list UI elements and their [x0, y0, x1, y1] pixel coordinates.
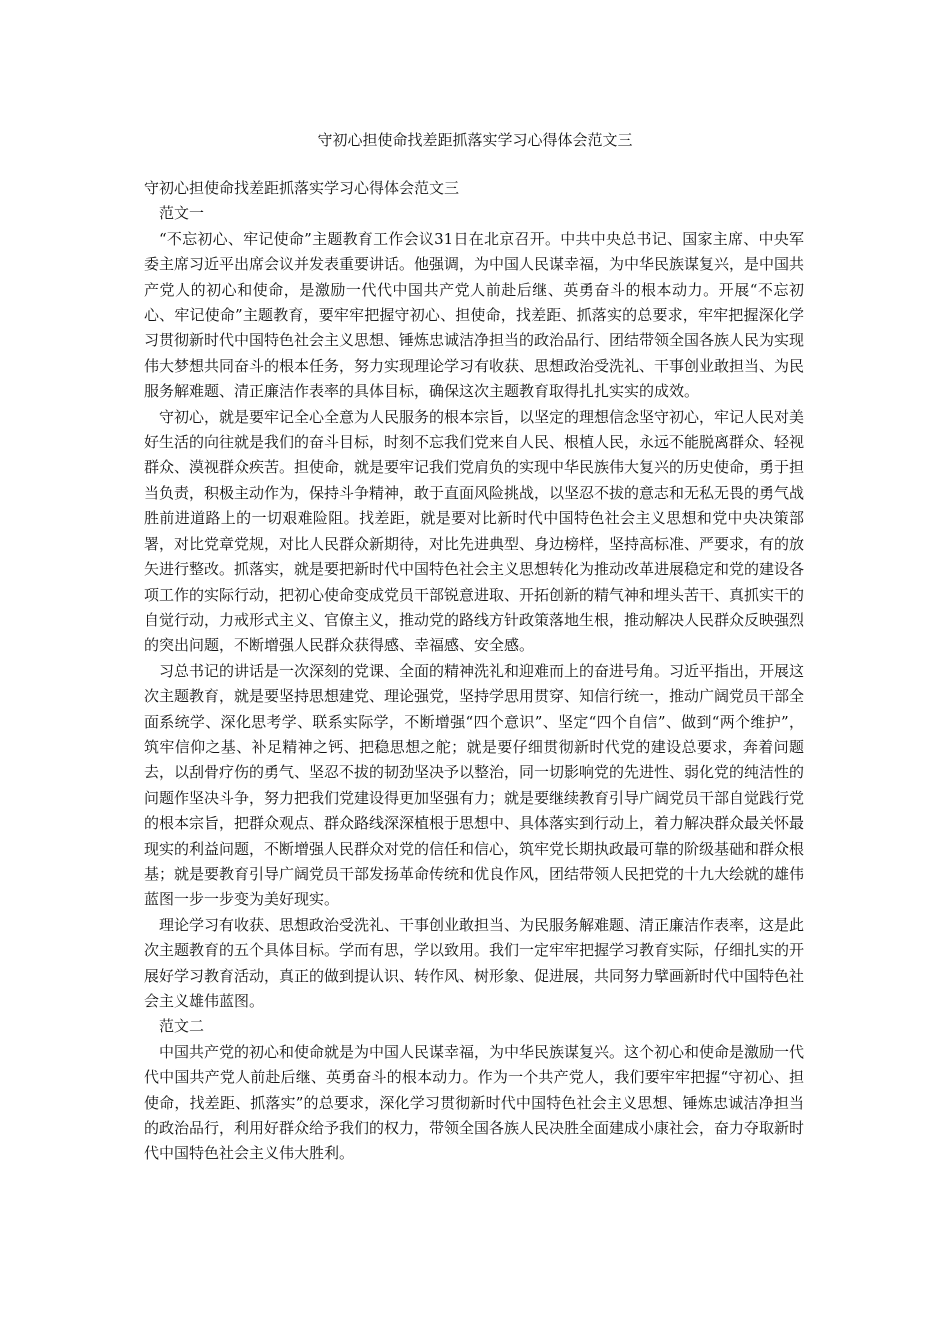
paragraph: 中国共产党的初心和使命就是为中国人民谋幸福，为中华民族谋复兴。这个初心和使命是激励一代代中国共产党人前赴后继、英勇奋斗的根本动力。作为一个共产党人，我们要牢牢把握“守初心、担使命，找差距、抓落实”的总要求，深化学习贯彻新时代中国特色社会主义思想、锤炼忠诚洁净担当的政治品行，利用好群众给予我们的权力，带领全国各族人民决胜全面建成小康社会，奋力夺取新时代中国特色社会主义伟大胜利。	[144, 1042, 805, 1163]
document-body	[144, 176, 804, 1167]
paragraph: 习总书记的讲话是一次深刻的党课、全面的精神洗礼和迎难而上的奋进号角。习近平指出，开展这次主题教育，就是要坚持思想建党、理论强党，坚持学思用贯穿、知信行统一，推动广阔党员干部全面系统学、深化思考学、联系实际学，不断增强“四个意识”、坚定“四个自信”、做到“两个维护”，筑牢信仰之基、补足精神之钙、把稳思想之舵；就是要仔细贯彻新时代党的建设总要求，奔着问题去，以刮骨疗伤的勇气、坚忍不拔的韧劲坚决予以整治，同一切影响党的先进性、弱化党的纯洁性的问题作坚决斗争，努力把我们党建设得更加坚强有力；就是要继续教育引导广阔党员干部自觉践行党的根本宗旨，把群众观点、群众路线深深植根于思想中、具体落实到行动上，着力解决群众最关怀最现实的利益问题，不断增强人民群众对党的信任和信心，筑牢党长期执政最可靠的阶级基础和群众根基；就是要教育引导广阔党员干部发扬革命传统和优良作风，团结带领人民把党的十九大绘就的雄伟蓝图一步一步变为美好现实。	[144, 661, 805, 909]
paragraph: 理论学习有收获、思想政治受洗礼、干事创业敢担当、为民服务解难题、清正廉洁作表率，这是此次主题教育的五个具体目标。学而有思，学以致用。我们一定牢牢把握学习教育实际，仔细扎实的开展好学习教育活动，真正的做到提认识、转作风、树形象、促进展，共同努力擘画新时代中国特色社会主义雄伟蓝图。	[144, 915, 805, 1010]
section-heading-1: 范文一	[159, 204, 205, 223]
document-subtitle: 守初心担使命找差距抓落实学习心得体会范文三	[144, 179, 460, 197]
section-heading-2: 范文二	[159, 1017, 205, 1036]
paragraph: 守初心，就是要牢记全心全意为人民服务的根本宗旨，以坚定的理想信念坚守初心，牢记人民对美好生活的向往就是我们的奋斗目标，时刻不忘我们党来自人民、根植人民，永远不能脱离群众、轻视群众、漠视群众疾苦。担使命，就是要牢记我们党肩负的实现中华民族伟大复兴的历史使命，勇于担当负责，积极主动作为，保持斗争精神，敢于直面风险挑战，以坚忍不拔的意志和无私无畏的勇气战胜前进道路上的一切艰难险阻。找差距，就是要对比新时代中国特色社会主义思想和党中央决策部署，对比党章党规，对比人民群众新期待，对比先进典型、身边榜样，坚持高标准、严要求，有的放矢进行整改。抓落实，就是要把新时代中国特色社会主义思想转化为推动改革进展稳定和党的建设各项工作的实际行动，把初心使命变成党员干部锐意进取、开拓创新的精气神和埋头苦干、真抓实干的自觉行动，力戒形式主义、官僚主义，推动党的路线方针政策落地生根，推动解决人民群众反映强烈的突出问题，不断增强人民群众获得感、幸福感、安全感。	[144, 407, 805, 655]
paragraph: “不忘初心、牢记使命”主题教育工作会议31日在北京召开。中共中央总书记、国家主席、中央军委主席习近平出席会议并发表重要讲话。他强调，为中国人民谋幸福，为中华民族谋复兴，是中国共产党人的初心和使命，是激励一代代中国共产党人前赴后继、英勇奋斗的根本动力。开展“不忘初心、牢记使命”主题教育，要牢牢把握守初心、担使命，找差距、抓落实的总要求，牢牢把握深化学习贯彻新时代中国特色社会主义思想、锤炼忠诚洁净担当的政治品行、团结带领全国各族人民为实现伟大梦想共同奋斗的根本任务，努力实现理论学习有收获、思想政治受洗礼、干事创业敢担当、为民服务解难题、清正廉洁作表率的具体目标，确保这次主题教育取得扎扎实实的成效。	[144, 229, 805, 401]
page-title: 守初心担使命找差距抓落实学习心得体会范文三	[317, 131, 633, 149]
